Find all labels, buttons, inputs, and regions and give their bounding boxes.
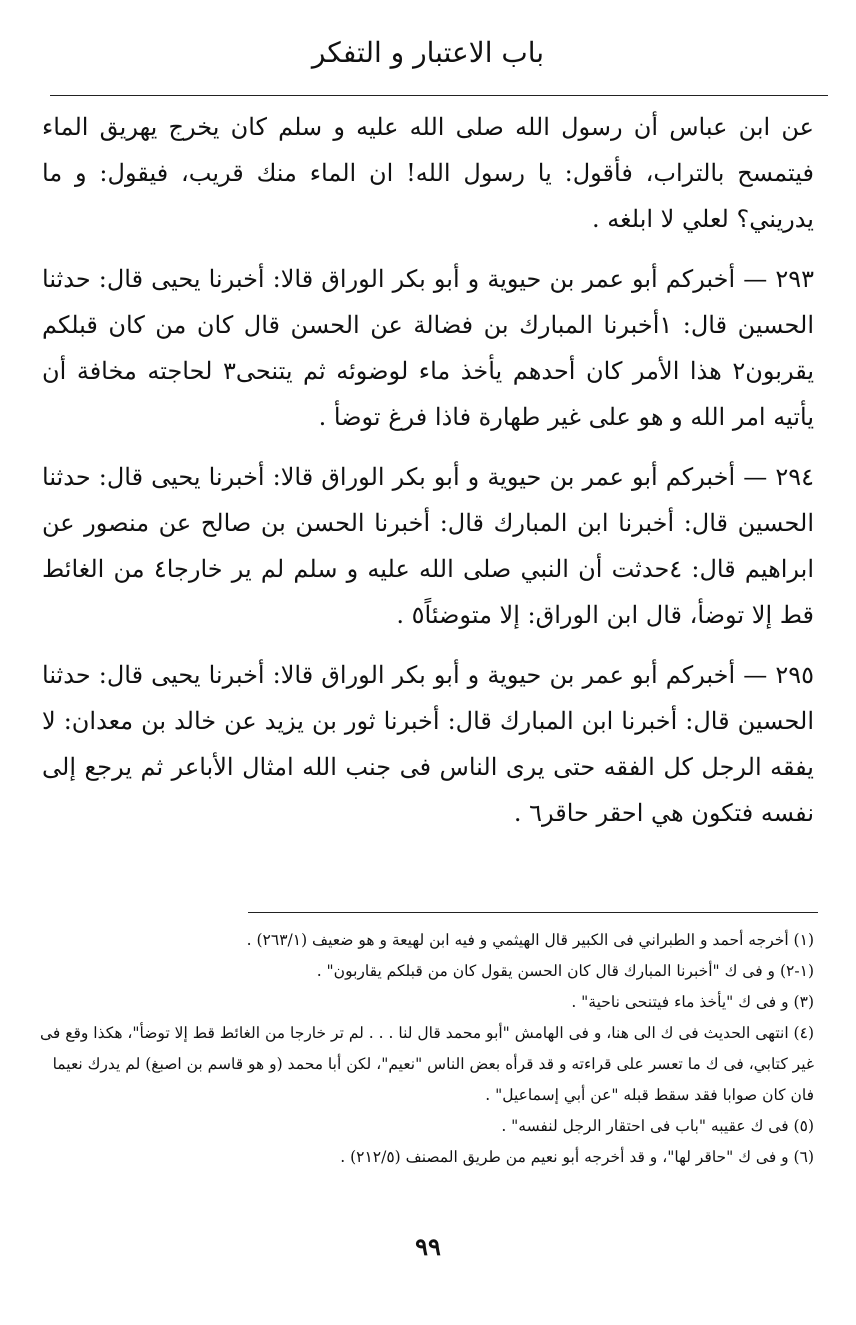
footnote-4: (٤) انتهى الحديث فى ك الى هنا، و فى الهامش "أبو محمد قال لنا . . . لم تر خارجا من الغائط قط إلا توضأ"، هكذا وقع فى غير كتابي، فى ك ما تعسر على قراءته و قد قرأه بعض الناس "نعيم"، لكن أبا محمد (و هو قاسم بن اصبغ) لم يدرك نعيما فان كان صوابا فقد سقط قبله "عن أبي إسماعيل" .	[39, 1024, 814, 1104]
footnote-5: (٥) فى ك عقيبه "باب فى احتقار الرجل لنفسه" .	[501, 1117, 814, 1135]
chapter-title: باب الاعتبار و التفكر	[311, 36, 545, 69]
paragraph-293: ٢٩٣ — أخبركم أبو عمر بن حيوية و أبو بكر الوراق قالا: أخبرنا يحيى قال: حدثنا الحسين قال: ١أخبرنا المبارك بن فضالة عن الحسن قال كان من كان قبلكم يقربون٢ هذا الأمر كان أحدهم يأخذ ماء لوضوئه ثم يتنحى٣ لحاجته مخافة أن يأتيه امر الله و هو على غير طهارة فاذا فرغ توضأ .	[42, 265, 815, 431]
footnote-1-2: (١-٢) و فى ك "أخبرنا المبارك قال كان الحسن يقول كان من قبلكم يقاربون" .	[316, 962, 814, 980]
paragraph-intro: عن ابن عباس أن رسول الله صلى الله عليه و سلم كان يخرج يهريق الماء فيتمسح بالتراب، فأقول: يا رسول الله! ان الماء منك قريب، فيقول: و ما يدريني؟ لعلي لا ابلغه .	[42, 113, 814, 233]
paragraph-294: ٢٩٤ — أخبركم أبو عمر بن حيوية و أبو بكر الوراق قالا: أخبرنا يحيى قال: حدثنا الحسين قال: أخبرنا ابن المبارك قال: أخبرنا الحسن بن صالح عن منصور عن ابراهيم قال: ٤حدثت أن النبي صلى الله عليه و سلم لم ير خارجا٤ من الغائط قط إلا توضأ، قال ابن الوراق: إلا متوضئاً٥ .	[42, 463, 815, 629]
main-text	[42, 104, 814, 836]
footnote-6: (٦) و فى ك "حاقر لها"، و قد أخرجه أبو نعيم من طريق المصنف (٢١٢/٥) .	[340, 1148, 814, 1166]
footnote-divider	[248, 912, 818, 913]
footnotes	[38, 925, 814, 1173]
footnote-3: (٣) و فى ك "يأخذ ماء فيتنحى ناحية" .	[571, 993, 814, 1011]
paragraph-295: ٢٩٥ — أخبركم أبو عمر بن حيوية و أبو بكر الوراق قالا: أخبرنا يحيى قال: حدثنا الحسين قال: أخبرنا ابن المبارك قال: أخبرنا ثور بن يزيد عن خالد بن معدان: لا يفقه الرجل كل الفقه حتى يرى الناس فى جنب الله امثال الأباعر ثم يرجع إلى نفسه فتكون هي احقر حاقر٦ .	[42, 661, 814, 827]
page-number: ٩٩	[415, 1232, 441, 1261]
header-divider	[50, 95, 828, 96]
footnote-1: (١) أخرجه أحمد و الطبراني فى الكبير قال الهيثمي و فيه ابن لهيعة و هو ضعيف (٢٦٣/١) .	[246, 931, 814, 949]
